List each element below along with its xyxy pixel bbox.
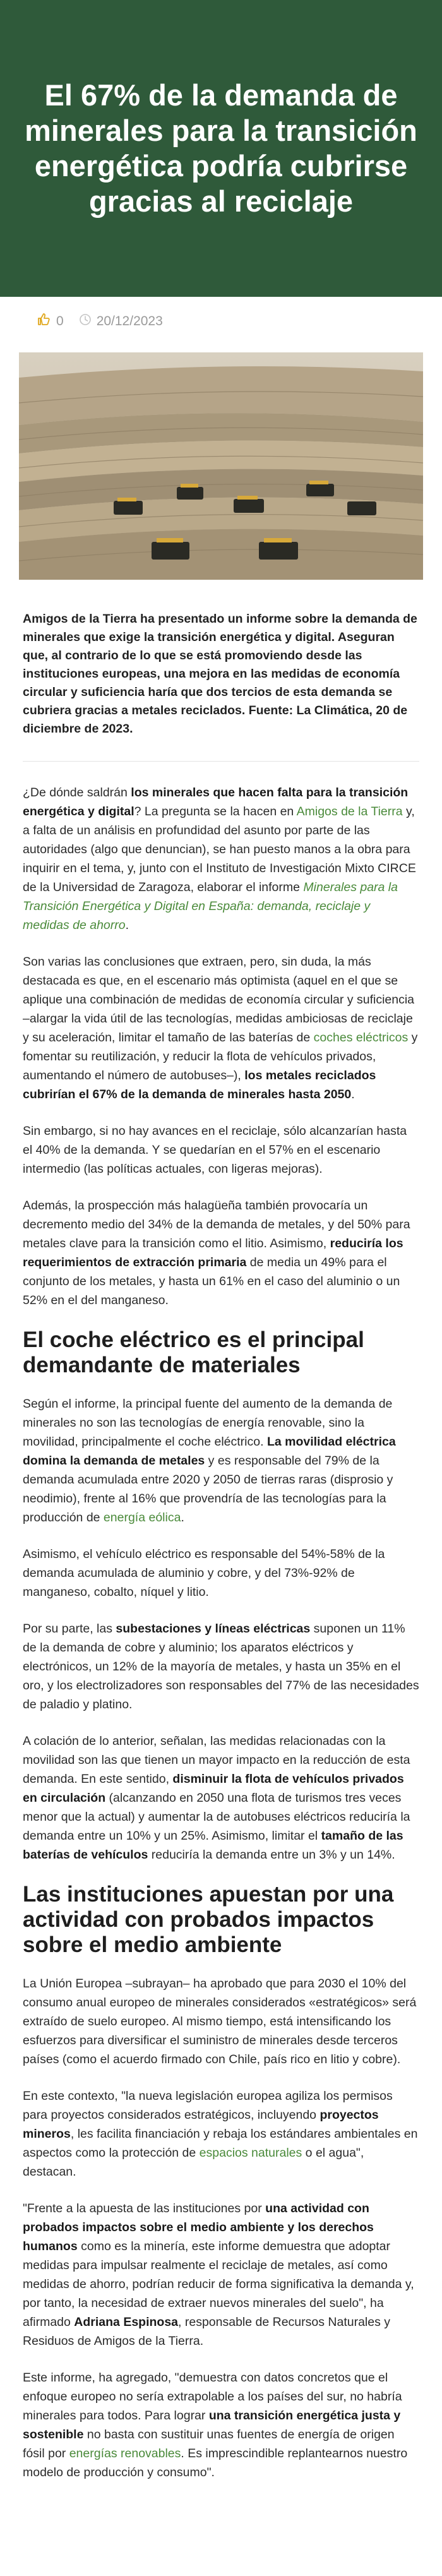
bold-text: Adriana Espinosa xyxy=(74,2315,179,2329)
text: suponen un 11% de la demanda de cobre y aluminio; los aparatos eléctricos y electrónicos, un 12% de la mayoría de metales, y hasta un 35% en el oro, y los electrolizadores son responsables del 77% de las necesidades de paladio y platino. xyxy=(23,1622,419,1711)
bold-text: los minerales que hacen falta para la transición energética y digital xyxy=(23,786,409,818)
bold-text: una actividad con probados impactos sobre el medio ambiente y los derechos humanos xyxy=(23,2202,374,2253)
link-informe-minerales[interactable]: Minerales para la Transición Energética y Digital en España: demanda, reciclaje y medidas de ahorro xyxy=(23,880,398,932)
text: En este contexto, "la nueva legislación europea agiliza los permisos para proyectos considerados estratégicos, incluyendo xyxy=(23,2089,393,2122)
section-heading-instituciones: Las instituciones apuestan por una actividad con probados impactos sobre el medio ambiente xyxy=(23,1882,394,1957)
paragraph-7 xyxy=(23,1619,419,1714)
text: . Es imprescindible replantearnos nuestro modelo de producción y consumo". xyxy=(23,2447,408,2479)
bold-text: reduciría los requerimientos de extracción primaria xyxy=(23,1237,403,1269)
like-count: 0 xyxy=(56,314,64,328)
text: Según el informe, la principal fuente del aumento de la demanda de minerales no son las tecnologías de energía renovable, sino la movilidad, principalmente el coche eléctrico. xyxy=(23,1397,393,1449)
bold-text: disminuir la flota de vehículos privados en circulación xyxy=(23,1772,404,1805)
thumbs-up-icon xyxy=(36,312,51,331)
bold-text: los metales reciclados cubrirían el 67% de la demanda de minerales hasta 2050 xyxy=(23,1069,376,1101)
text: . xyxy=(125,918,129,932)
date-text: 20/12/2023 xyxy=(96,314,163,328)
section-heading-coche-electrico: El coche eléctrico es el principal demandante de materiales xyxy=(23,1327,364,1377)
link-espacios-naturales[interactable]: espacios naturales xyxy=(199,2146,302,2160)
bold-text: La movilidad eléctrica domina la demanda de metales xyxy=(23,1435,396,1468)
paragraph-8 xyxy=(23,1732,419,1864)
text: Este informe, ha agregado, "demuestra con datos concretos que el enfoque europeo no sería extrapolable a los países del sur, no habría minerales para todos. Para lograr xyxy=(23,2371,402,2423)
article-meta xyxy=(0,297,442,333)
paragraph-5 xyxy=(23,1394,419,1527)
article-header xyxy=(0,0,442,297)
article-body xyxy=(0,610,442,2482)
text: y, a falta de un análisis en profundidad del asunto por parte de las autoridades (algo que denuncian), se han puesto manos a la obra para inquirir en el tema, y, junto con el Instituto de Investigación Mixto CIRCE de la Universidad de Zaragoza, elaborar el informe xyxy=(23,805,416,894)
text: no basta con sustituir unas fuentes de energía de origen fósil por xyxy=(23,2428,395,2460)
paragraph-6: Asimismo, el vehículo eléctrico es responsable del 54%-58% de la demanda acumulada de aluminio y cobre, y del 73%-92% de manganeso, cobalto, níquel y litio. xyxy=(23,1547,385,1599)
publish-date xyxy=(79,313,163,330)
hero-image-open-pit-mine xyxy=(19,352,423,580)
text: Son varias las conclusiones que extraen, pero, sin duda, la más destacada es que, en el escenario más optimista (aquel en el que se aplique una combinación de medidas de economía circular y suficiencia –alargar la vida útil de las tecnologías, medidas ambiciosas de reciclaje y su aceleración, limitar el tamaño de las baterías de xyxy=(23,955,415,1045)
bold-text: una transición energética justa y sostenible xyxy=(23,2409,401,2441)
text: "Frente a la apuesta de las instituciones por xyxy=(23,2202,266,2215)
text: o el agua", destacan. xyxy=(23,2146,364,2179)
text: ? La pregunta se la hacen en xyxy=(134,805,297,818)
paragraph-2 xyxy=(23,952,419,1104)
text: Además, la prospección más halagüeña también provocaría un decremento medio del 34% de la demanda de metales, y del 50% para metales clave para la transición como el litio. Asimismo, xyxy=(23,1199,410,1250)
paragraph-1 xyxy=(23,783,419,935)
bold-text: tamaño de las baterías de vehículos xyxy=(23,1829,403,1862)
clock-icon xyxy=(79,313,92,330)
text: , responsable de Recursos Naturales y Residuos de Amigos de la Tierra. xyxy=(23,2315,391,2348)
article-lead: Amigos de la Tierra ha presentado un informe sobre la demanda de minerales que exige la transición energética y digital. Aseguran que, al contrario de lo que se está promoviendo desde las instituciones europeas, una mejora en las medidas de economía circular y suficiencia haría que dos tercios de esta demanda se cubriera gracias a metales reciclados. Fuente: La Climática, 20 de diciembre de 2023. xyxy=(23,612,417,736)
text: . xyxy=(351,1087,355,1101)
text: y es responsable del 79% de la demanda acumulada entre 2020 y 2050 de tierras raras (disprosio y neodimio), frente al 16% que provendría de las tecnologías para la producción de xyxy=(23,1454,393,1525)
text: A colación de lo anterior, señalan, las medidas relacionadas con la movilidad son las que tienen un mayor impacto en la reducción de esta demanda. En este sentido, xyxy=(23,1734,410,1786)
like-button[interactable] xyxy=(36,312,64,331)
link-energias-renovables[interactable]: energías renovables xyxy=(69,2447,181,2460)
paragraph-12 xyxy=(23,2368,419,2482)
text: (alcanzando en 2050 una flota de turismos tres veces menor que la actual) y aumentar la de autobuses eléctricos reduciría la demanda entre un 10% y un 25%. Asimismo, limitar el xyxy=(23,1791,410,1843)
text: , les facilita financiación y rebaja los estándares ambientales en aspectos como la protección de xyxy=(23,2127,418,2160)
text: de media un 49% para el conjunto de los metales, y hasta un 61% en el caso del aluminio o un 52% en el del manganeso. xyxy=(23,1255,400,1307)
paragraph-4 xyxy=(23,1196,419,1310)
bold-text: subestaciones y líneas eléctricas xyxy=(116,1622,311,1636)
text: ¿De dónde saldrán xyxy=(23,786,131,800)
bold-text: proyectos mineros xyxy=(23,2108,379,2141)
link-amigos-de-la-tierra[interactable]: Amigos de la Tierra xyxy=(296,805,403,818)
text: y fomentar su reutilización, y reducir la flota de vehículos privados, aumentando el número de autobuses–), xyxy=(23,1031,418,1082)
paragraph-9: La Unión Europea –subrayan– ha aprobado que para 2030 el 10% del consumo anual europeo de minerales considerados «estratégicos» será extraído de suelo europeo. Al mismo tiempo, está intensificando los esfuerzos para diversificar el suministro de minerales desde terceros países (como el acuerdo firmado con Chile, país rico en litio y cobre). xyxy=(23,1977,417,2066)
link-coches-electricos[interactable]: coches eléctricos xyxy=(313,1031,409,1045)
text: . xyxy=(181,1511,184,1525)
paragraph-11 xyxy=(23,2199,419,2351)
article-title: El 67% de la demanda de minerales para la transición energética podría cubrirse gracias al reciclaje xyxy=(25,78,417,218)
divider xyxy=(23,761,419,762)
text: como es la minería, este informe demuestra que adoptar medidas para impulsar realmente el reciclaje de metales, así como medidas de ahorro, podrían reducir de forma significativa la demanda y, por tanto, la necesidad de extraer nuevos minerales del suelo", ha afirmado xyxy=(23,2239,414,2329)
text: reduciría la demanda entre un 3% y un 14%. xyxy=(148,1848,395,1862)
text: Por su parte, las xyxy=(23,1622,116,1636)
paragraph-10 xyxy=(23,2087,419,2181)
paragraph-3: Sin embargo, si no hay avances en el reciclaje, sólo alcanzarían hasta el 40% de la demanda. Y se quedarían en el 57% en el escenario intermedio (las políticas actuales, con ligeras mejoras). xyxy=(23,1124,407,1176)
link-energia-eolica[interactable]: energía eólica xyxy=(103,1511,181,1525)
